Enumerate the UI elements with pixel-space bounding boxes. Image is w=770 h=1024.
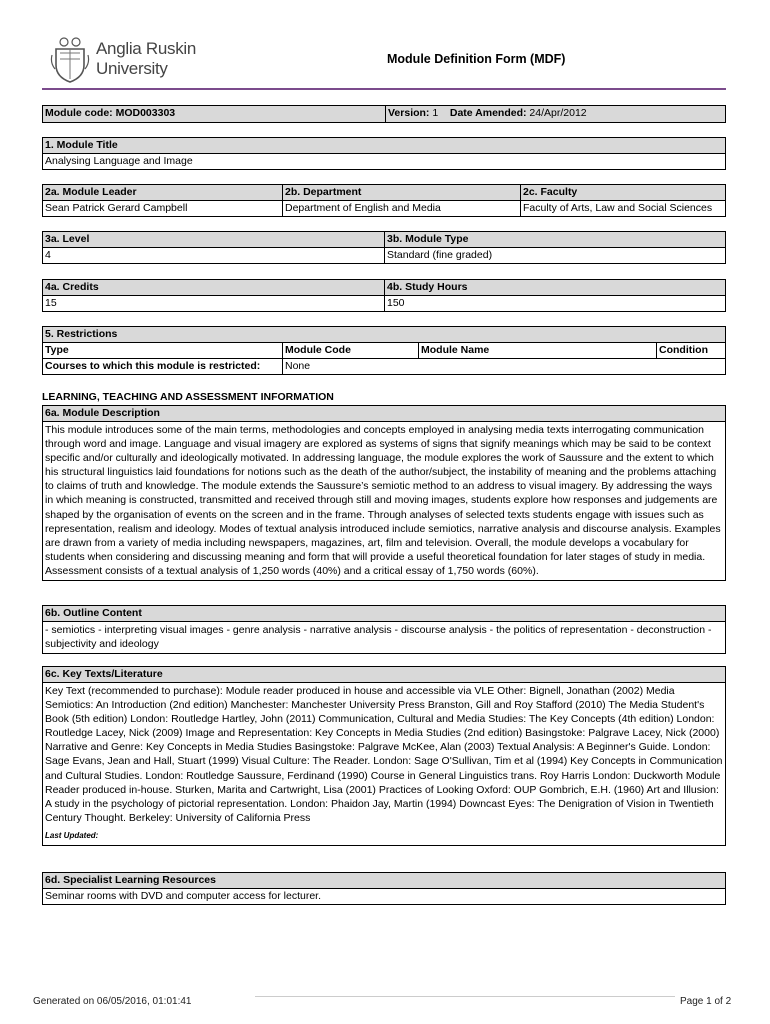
- restrictions-col-type: Type: [43, 343, 283, 358]
- key-texts-header: 6c. Key Texts/Literature: [43, 667, 725, 683]
- date-amended-value: 24/Apr/2012: [529, 107, 587, 119]
- level-value: 4: [43, 248, 385, 263]
- module-title-header: 1. Module Title: [43, 138, 725, 154]
- credits-value: 15: [43, 296, 385, 311]
- module-title-section: [42, 137, 726, 170]
- crest-icon: [50, 35, 90, 83]
- key-texts-section: [42, 666, 726, 846]
- module-title-value: Analysing Language and Image: [45, 155, 193, 167]
- level-header: 3a. Level: [43, 232, 385, 247]
- logo-text-line2: University: [96, 59, 168, 78]
- department-value: Department of English and Media: [283, 201, 521, 216]
- outline-content-text: - semiotics - interpreting visual images - genre analysis - narrative analysis - discourse analysis - the politics of representation - deconstruction - subjectivity and ideology: [45, 624, 712, 651]
- university-logo: [50, 35, 210, 85]
- module-description-section: [42, 405, 726, 581]
- study-hours-value: 150: [387, 297, 405, 309]
- restrictions-section: [42, 326, 726, 375]
- outline-content-section: [42, 605, 726, 654]
- footer-divider: [255, 996, 675, 997]
- module-leader-value: Sean Patrick Gerard Campbell: [43, 201, 283, 216]
- restrictions-col-module-name: Module Name: [419, 343, 657, 358]
- restrictions-header: 5. Restrictions: [43, 327, 725, 343]
- department-header: 2b. Department: [283, 185, 521, 200]
- lta-heading: LEARNING, TEACHING AND ASSESSMENT INFORMATION: [42, 391, 334, 403]
- restrictions-col-condition: Condition: [659, 344, 708, 356]
- restrictions-row-label: Courses to which this module is restricted:: [43, 359, 283, 374]
- module-type-value: Standard (fine graded): [387, 249, 493, 261]
- learning-resources-text: Seminar rooms with DVD and computer access for lecturer.: [45, 890, 322, 902]
- credits-section: [42, 279, 726, 312]
- form-title: Module Definition Form (MDF): [387, 52, 566, 66]
- version-date-cell: [386, 106, 725, 122]
- leader-section: [42, 184, 726, 217]
- faculty-header: 2c. Faculty: [523, 186, 578, 198]
- restrictions-col-module-code: Module Code: [283, 343, 419, 358]
- version-value: 1: [432, 107, 439, 119]
- learning-resources-section: [42, 872, 726, 905]
- generated-timestamp: Generated on 06/05/2016, 01:01:41: [33, 996, 192, 1007]
- restrictions-row-value: None: [285, 360, 311, 372]
- last-updated-label: Last Updated:: [45, 830, 99, 840]
- key-texts-text: Key Text (recommended to purchase): Module reader produced in house and accessible via VLE Other: Bignell, Jonathan (2002) Media Semiotics: An Introduction (2nd edition) Manchester: Manchester University Press Branston, Gill and Roy Stafford (2010) The Media Student's Book (5th edition) London: Routledge Hartley, John (2011) Communication, Cultural and Media Studies: The Key Concepts (4th edition) London: Routledge Lacey, Nick (2009) Image and Representation: Key Concepts in Media Studies (2nd edition) Basingstoke: Palgrave Lacey, Nick (2000) Narrative and Genre: Key Concepts in Media Studies Basingstoke: Palgrave McKee, Alan (2003) Textual Analysis: A Beginner's Guide. London: Sage Evans, Jean and Hall, Stuart (1999) Visual Culture: The Reader. London: Sage O'Sullivan, Tim et al (1994) Key Concepts in Communication and Cultural Studies. London: Routledge Saussure, Ferdinand (1990) Course in General Linguistics trans. Roy Harris London: Duckworth Module Reader produced in-house. Sturken, Marita and Cartwright, Lisa (2001) Practices of Looking Oxford: OUP Gombrich, E.H. (1960) Art and Illusion: A study in the psychology of pictorial representation. London: Phaidon Jay, Martin (1994) Downcast Eyes: The Denigration of Vision in Twentieth Century Thought. Berkeley: University of California Press: [45, 685, 723, 824]
- learning-resources-header: 6d. Specialist Learning Resources: [43, 873, 725, 889]
- module-description-text: This module introduces some of the main terms, methodologies and concepts employed in analysing media texts interrogating communication through word and image. Language and visual imagery are explored as systems of signs that signify meanings which may be said to be context specific and/or culturally and ideologically motivated. In addressing language, the module explores the work of Saussure and the extent to which his structural linguistics laid foundations for notions such as the death of the author/subject, the instability of meaning and the problems attaching to claims of truth and knowledge. The module extends the Saussure’s semiotic method to an address to visual imagery. By addressing the ways in which meaning is constructed, transmitted and received through still and moving images, students explore how responses and judgements are shaped by the organisation of events on the screen and in the frame. Through analyses of selected texts students engage with issues such as representation, realism and ideology. Modes of textual analysis introduced include semiotics, narrative analysis and discourse analysis. Examples are drawn from a variety of media including newspapers, magazines, art, film and television. Overall, the module develops a vocabulary for students when considering and discussing meaning and form that will provide a useful theoretical foundation for later stages of study in media. Assessment consists of a textual analysis of 1,250 words (40%) and a critical essay of 1,750 words (60%).: [45, 424, 721, 577]
- header-divider: [42, 88, 726, 90]
- module-code-section: [42, 105, 726, 123]
- date-amended-label: Date Amended:: [449, 107, 527, 119]
- module-code: Module code: MOD003303: [43, 106, 386, 122]
- credits-header: 4a. Credits: [43, 280, 385, 295]
- module-leader-header: 2a. Module Leader: [43, 185, 283, 200]
- module-type-header: 3b. Module Type: [387, 233, 469, 245]
- study-hours-header: 4b. Study Hours: [387, 281, 468, 293]
- page-number: Page 1 of 2: [680, 996, 732, 1007]
- outline-content-header: 6b. Outline Content: [43, 606, 725, 622]
- level-section: [42, 231, 726, 264]
- logo-text-line1: Anglia Ruskin: [96, 39, 197, 58]
- module-description-header: 6a. Module Description: [43, 406, 725, 422]
- version-label: Version:: [388, 107, 430, 119]
- faculty-value: Faculty of Arts, Law and Social Sciences: [523, 202, 713, 214]
